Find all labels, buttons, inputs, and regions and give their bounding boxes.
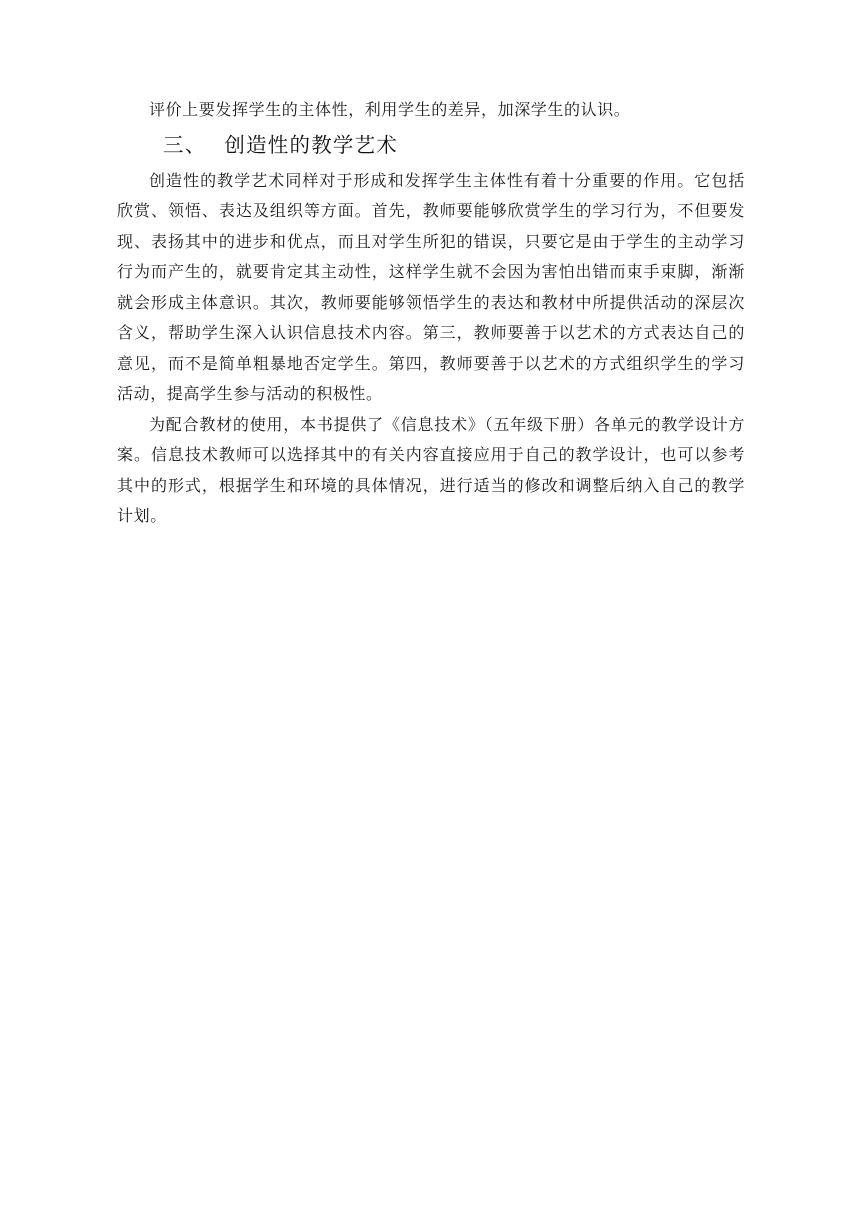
section-title: 创造性的教学艺术 — [224, 132, 399, 157]
paragraph-intro: 评价上要发挥学生的主体性，利用学生的差异，加深学生的认识。 — [149, 100, 631, 119]
section-number: 三、 — [163, 132, 207, 157]
paragraph-book-purpose: 为配合教材的使用，本书提供了《信息技术》（五年级下册）各单元的教学设计方案。信息技术教师可以选择其中的有关内容直接应用于自己的教学设计，也可以参考其中的形式，根据学生和环境的具体情况，进行适当的修改和调整后纳入自己的教学计划。 — [117, 414, 745, 525]
document-body — [117, 95, 745, 532]
paragraph-creative-art: 创造性的教学艺术同样对于形成和发挥学生主体性有着十分重要的作用。它包括欣赏、领悟、表达及组织等方面。首先，教师要能够欣赏学生的学习行为，不但要发现、表扬其中的进步和优点，而且对学生所犯的错误，只要它是由于学生的主动学习行为而产生的，就要肯定其主动性，这样学生就不会因为害怕出错而束手束脚，渐渐就会形成主体意识。其次，教师要能够领悟学生的表达和教材中所提供活动的深层次含义，帮助学生深入认识信息技术内容。第三，教师要善于以艺术的方式表达自己的意见，而不是简单粗暴地否定学生。第四，教师要善于以艺术的方式组织学生的学习活动，提高学生参与活动的积极性。 — [117, 170, 745, 403]
section-heading — [117, 130, 745, 160]
